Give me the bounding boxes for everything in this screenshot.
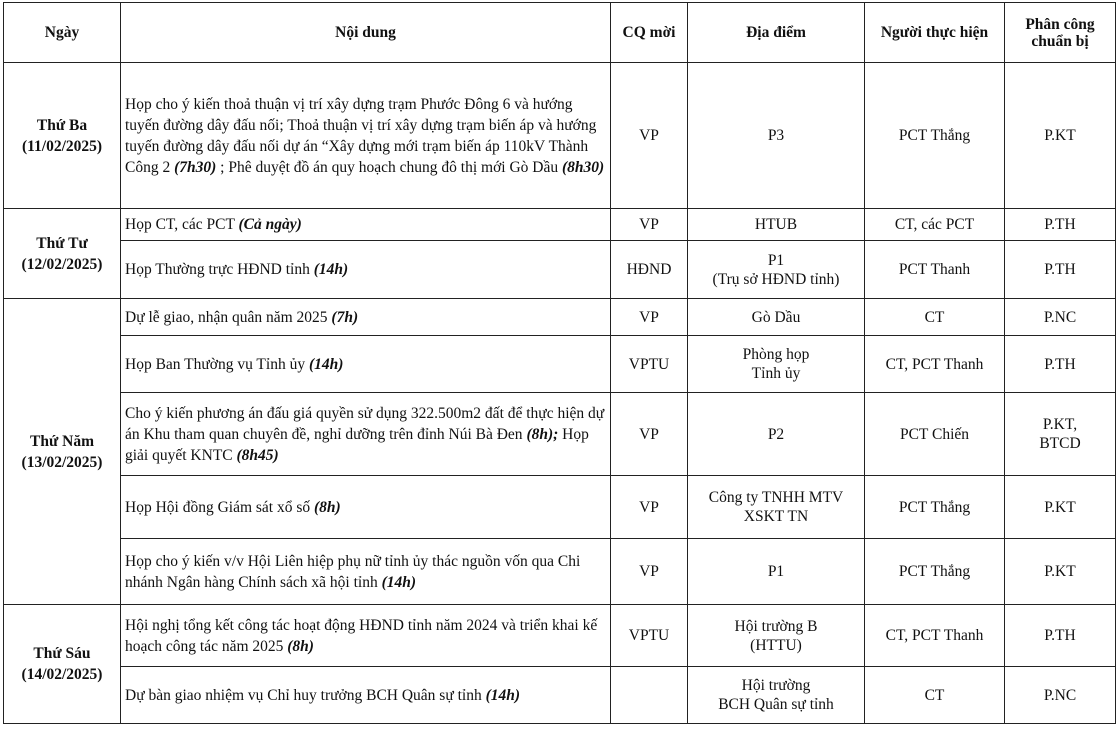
content-text: Họp CT, các PCT bbox=[125, 216, 239, 233]
schedule-table bbox=[3, 2, 1116, 724]
location-line: Hội trường B bbox=[734, 617, 818, 635]
location-line: P1 bbox=[767, 563, 785, 580]
location-line: (Trụ sở HĐND tỉnh) bbox=[712, 270, 840, 288]
time-text: (14h) bbox=[308, 355, 344, 373]
time-text: (14h) bbox=[381, 573, 417, 591]
content-cell bbox=[121, 209, 611, 241]
day-date: (12/02/2025) bbox=[21, 255, 103, 273]
content-text: Cho ý kiến phương án đấu giá quyền sử dụng 322.500m2 đất để thực hiện dự án Khu tham quan chuyên đề, nghỉ dưỡng trên đỉnh Núi Bà Đen bbox=[125, 404, 605, 443]
time-text: (7h30) bbox=[174, 158, 217, 176]
prep-cell bbox=[1005, 336, 1116, 393]
prep-line: P.TH bbox=[1044, 261, 1076, 278]
prep-cell bbox=[1005, 605, 1116, 667]
table-row bbox=[4, 299, 1116, 336]
prep-line: P.KT bbox=[1044, 127, 1076, 144]
content-cell bbox=[121, 605, 611, 667]
agency-cell: VPTU bbox=[611, 605, 688, 667]
prep-cell bbox=[1005, 476, 1116, 539]
schedule-body bbox=[4, 63, 1116, 724]
content-cell bbox=[121, 393, 611, 476]
prep-cell bbox=[1005, 241, 1116, 299]
content-text: Họp Hội đồng Giám sát xổ số bbox=[125, 498, 315, 516]
location-cell bbox=[688, 393, 865, 476]
location-line: BCH Quân sự tỉnh bbox=[718, 696, 834, 713]
content-text: Họp giải quyết KNTC bbox=[125, 425, 589, 464]
header-prep-line: Phân công bbox=[1025, 15, 1095, 33]
day-weekday: Thứ Tư bbox=[36, 234, 88, 252]
prep-line: P.KT bbox=[1044, 498, 1076, 516]
content-text: Họp cho ý kiến thoả thuận vị trí xây dựng trạm Phước Đông 6 và hướng tuyến đường dây đấu nối; Thoả thuận vị trí xây dựng trạm biến áp và hướng tuyến đường dây đấu nối dự án “Xây dựng mới trạm biến áp 110kV Thành Công 2 bbox=[125, 95, 597, 176]
table-row bbox=[4, 605, 1116, 667]
location-line: P1 bbox=[767, 251, 785, 269]
location-cell bbox=[688, 476, 865, 539]
executor-cell: PCT Thắng bbox=[865, 63, 1005, 209]
executor-cell: PCT Thắng bbox=[865, 476, 1005, 539]
content-cell bbox=[121, 299, 611, 336]
day-date: (13/02/2025) bbox=[21, 453, 103, 471]
header-location: Địa điểm bbox=[688, 3, 865, 63]
prep-cell bbox=[1005, 209, 1116, 241]
table-row bbox=[4, 539, 1116, 605]
time-text: (8h) bbox=[287, 637, 314, 655]
location-cell bbox=[688, 63, 865, 209]
prep-line: BTCD bbox=[1039, 435, 1081, 452]
time-text: (14h) bbox=[313, 261, 349, 278]
content-cell bbox=[121, 241, 611, 299]
table-row bbox=[4, 667, 1116, 724]
content-cell bbox=[121, 476, 611, 539]
location-line: (HTTU) bbox=[750, 636, 802, 654]
agency-cell: VP bbox=[611, 539, 688, 605]
table-row bbox=[4, 63, 1116, 209]
content-cell bbox=[121, 336, 611, 393]
prep-cell bbox=[1005, 393, 1116, 476]
location-cell bbox=[688, 336, 865, 393]
day-cell bbox=[4, 63, 121, 209]
table-row bbox=[4, 476, 1116, 539]
content-text: Hội nghị tổng kết công tác hoạt động HĐND tỉnh năm 2024 và triển khai kế hoạch công tác năm 2025 bbox=[125, 616, 598, 655]
header-prep-line: chuẩn bị bbox=[1031, 32, 1089, 50]
executor-cell: CT bbox=[865, 667, 1005, 724]
location-line: Tỉnh ủy bbox=[751, 365, 801, 382]
time-text: (14h) bbox=[485, 686, 521, 704]
day-date: (14/02/2025) bbox=[21, 666, 103, 683]
location-line: Gò Dầu bbox=[751, 308, 801, 326]
location-line: HTUB bbox=[754, 216, 798, 233]
executor-cell: PCT Thanh bbox=[865, 241, 1005, 299]
time-text: (8h45) bbox=[236, 446, 279, 464]
header-executor: Người thực hiện bbox=[865, 3, 1005, 63]
executor-cell: PCT Chiến bbox=[865, 393, 1005, 476]
day-weekday: Thứ Sáu bbox=[33, 645, 91, 662]
table-row bbox=[4, 241, 1116, 299]
content-text: Họp Thường trực HĐND tỉnh bbox=[125, 261, 314, 278]
location-cell bbox=[688, 209, 865, 241]
content-text: Dự lễ giao, nhận quân năm 2025 bbox=[125, 308, 332, 326]
day-weekday: Thứ Ba bbox=[36, 116, 88, 134]
prep-line: P.KT bbox=[1044, 563, 1076, 580]
location-line: Phòng họp bbox=[742, 346, 810, 363]
table-row bbox=[4, 336, 1116, 393]
content-text: Họp Ban Thường vụ Tỉnh ủy bbox=[125, 355, 309, 373]
location-cell bbox=[688, 605, 865, 667]
executor-cell: CT, PCT Thanh bbox=[865, 605, 1005, 667]
prep-line: P.NC bbox=[1043, 686, 1077, 704]
agency-cell: VP bbox=[611, 476, 688, 539]
prep-line: P.NC bbox=[1043, 308, 1077, 326]
content-cell bbox=[121, 667, 611, 724]
prep-cell bbox=[1005, 539, 1116, 605]
agency-cell: HĐND bbox=[611, 241, 688, 299]
header-day: Ngày bbox=[4, 3, 121, 63]
header-prep bbox=[1005, 3, 1116, 63]
executor-cell: CT, PCT Thanh bbox=[865, 336, 1005, 393]
content-cell bbox=[121, 63, 611, 209]
day-date: (11/02/2025) bbox=[21, 137, 103, 155]
day-cell bbox=[4, 299, 121, 605]
location-cell bbox=[688, 667, 865, 724]
table-row bbox=[4, 393, 1116, 476]
agency-cell: VP bbox=[611, 299, 688, 336]
day-weekday: Thứ Năm bbox=[30, 432, 94, 450]
prep-line: P.TH bbox=[1044, 216, 1076, 233]
location-line: P2 bbox=[767, 425, 785, 443]
header-agency: CQ mời bbox=[611, 3, 688, 63]
content-cell bbox=[121, 539, 611, 605]
agency-cell bbox=[611, 667, 688, 724]
header-content: Nội dung bbox=[121, 3, 611, 63]
location-cell bbox=[688, 241, 865, 299]
executor-cell: PCT Thắng bbox=[865, 539, 1005, 605]
prep-cell bbox=[1005, 667, 1116, 724]
time-text: (7h) bbox=[331, 308, 359, 326]
executor-cell: CT bbox=[865, 299, 1005, 336]
content-text: ; Phê duyệt đồ án quy hoạch chung đô thị mới Gò Dầu bbox=[216, 158, 562, 176]
prep-line: P.TH bbox=[1044, 355, 1076, 373]
table-row bbox=[4, 209, 1116, 241]
location-line: P3 bbox=[767, 127, 785, 144]
agency-cell: VP bbox=[611, 63, 688, 209]
location-line: Hội trường bbox=[741, 677, 811, 694]
prep-cell bbox=[1005, 63, 1116, 209]
day-cell bbox=[4, 605, 121, 724]
agency-cell: VP bbox=[611, 209, 688, 241]
header-row bbox=[4, 3, 1116, 63]
content-text: Họp cho ý kiến v/v Hội Liên hiệp phụ nữ tỉnh ủy thác nguồn vốn qua Chi nhánh Ngân hàng Chính sách xã hội tỉnh bbox=[125, 552, 581, 591]
agency-cell: VPTU bbox=[611, 336, 688, 393]
location-line: Công ty TNHH MTV bbox=[708, 489, 844, 506]
prep-cell bbox=[1005, 299, 1116, 336]
prep-line: P.TH bbox=[1044, 627, 1076, 644]
content-text: Dự bàn giao nhiệm vụ Chỉ huy trưởng BCH Quân sự tỉnh bbox=[125, 686, 486, 704]
location-cell bbox=[688, 539, 865, 605]
location-cell bbox=[688, 299, 865, 336]
day-cell bbox=[4, 209, 121, 299]
time-text: (Cả ngày) bbox=[238, 216, 302, 233]
agency-cell: VP bbox=[611, 393, 688, 476]
time-text: (8h) bbox=[314, 498, 341, 516]
executor-cell: CT, các PCT bbox=[865, 209, 1005, 241]
time-text: (8h30) bbox=[562, 158, 605, 176]
location-line: XSKT TN bbox=[743, 508, 809, 525]
prep-line: P.KT, bbox=[1042, 416, 1078, 433]
time-text: (8h); bbox=[526, 425, 559, 443]
